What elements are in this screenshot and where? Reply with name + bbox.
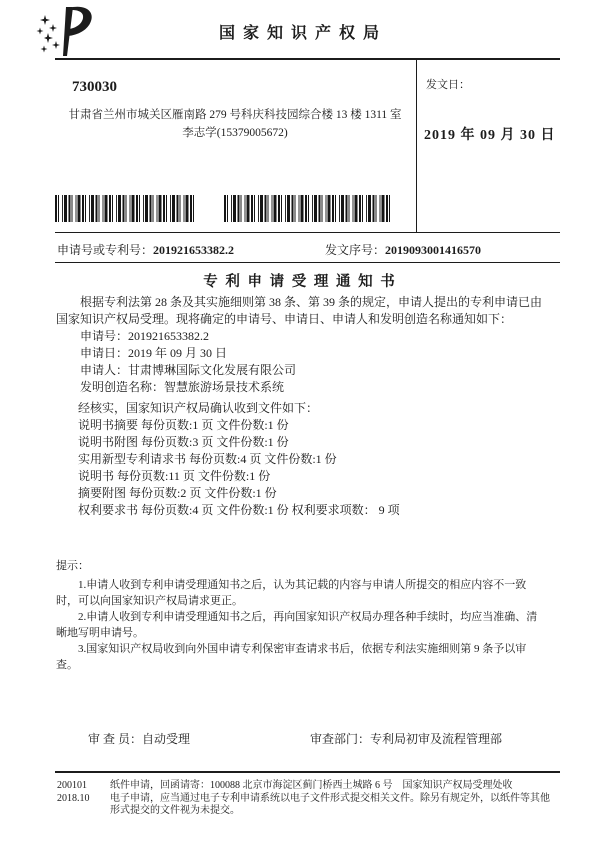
notes-label: 提示： [56, 560, 89, 572]
document-item: 说明书摘要 每份页数:1 页 文件份数:1 份 [78, 418, 289, 432]
org-name-heading: 国 家 知 识 产 权 局 [218, 25, 381, 42]
intro-paragraph: 根据专利法第 28 条及其实施细则第 38 条、第 39 条的规定，申请人提出的专利申请已由国家知识产权局受理。现将确定的申请号、申请日、申请人和发明创造名称通知如下： [56, 295, 543, 326]
review-department-label: 审查部门： [310, 732, 371, 746]
note-item: 3.国家知识产权局收到向外国申请专利保密审查请求书后，依据专利法实施细则第 9 条予以审查。 [56, 643, 527, 671]
footer-notes [57, 780, 554, 818]
footer-form-code: 2018.10 [57, 792, 90, 804]
application-number [57, 241, 234, 258]
footer-form-code: 200101 [57, 780, 87, 791]
notice-title: 专 利 申 请 受 理 通 知 书 [203, 274, 397, 290]
recipient-address-block [55, 106, 415, 142]
field-invention-title: 发明创造名称：智慧旅游场景技术系统 [80, 380, 285, 394]
notes-section [56, 558, 548, 673]
note-item: 1.申请人收到专利申请受理通知书之后，认为其记载的内容与申请人所提交的相应内容不一致时，可以向国家知识产权局请求更正。 [56, 579, 527, 607]
application-fields [80, 328, 296, 396]
documents-confirm-line: 经核实，国家知识产权局确认收到文件如下： [78, 401, 319, 415]
note-item: 2.申请人收到专利申请受理通知书之后，再向国家知识产权局办理各种手续时，均应当准确、清晰地写明申请号。 [56, 611, 538, 639]
recipient-contact: 李志学(15379005672) [182, 127, 288, 139]
examiner-label: 审 查 员： [88, 732, 143, 746]
recipient-postcode: 730030 [72, 79, 117, 95]
field-application-number: 申请号：201921653382.2 [80, 329, 210, 343]
dispatch-serial-value: 2019093001416570 [385, 243, 482, 257]
dispatch-box-divider [416, 58, 417, 233]
dispatch-date-label: 发文日： [426, 79, 470, 91]
footer-row-text: 电子申请，应当通过电子专利申请系统以电子文件形式提交相关文件。除另有规定外，以纸件等其他形式提交的文件视为未提交。 [110, 792, 550, 816]
review-department [310, 730, 502, 747]
document-item: 摘要附图 每份页数:2 页 文件份数:1 份 [78, 486, 277, 500]
dispatch-serial-label: 发文序号： [325, 243, 386, 257]
received-documents-list [78, 417, 400, 519]
footer-row [57, 780, 554, 793]
header-divider [55, 58, 560, 60]
field-applicant: 申请人：甘肃博琳国际文化发展有限公司 [80, 363, 297, 377]
footer-row [57, 793, 554, 818]
document-item: 权利要求书 每份页数:4 页 文件份数:1 份 权利要求项数： 9 项 [78, 503, 400, 517]
field-application-date: 申请日：2019 年 09 月 30 日 [80, 346, 228, 360]
barcode-right [224, 195, 392, 222]
document-item: 说明书 每份页数:11 页 文件份数:1 份 [78, 469, 271, 483]
application-number-label: 申请号或专利号： [57, 243, 154, 257]
review-department-value: 专利局初审及流程管理部 [370, 732, 503, 746]
ref-row-bottom-divider [55, 262, 560, 263]
dispatch-serial [325, 241, 481, 258]
footer-row-text: 纸件申请，回函请寄：100088 北京市海淀区蓟门桥西土城路 6 号 国家知识产权局受理处收 [110, 780, 513, 791]
footer-divider [55, 771, 560, 773]
dispatch-date-value: 2019 年 09 月 30 日 [424, 128, 556, 143]
examiner-value: 自动受理 [142, 732, 191, 746]
document-item: 实用新型专利请求书 每份页数:4 页 文件份数:1 份 [78, 452, 337, 466]
barcode-left [55, 195, 196, 222]
ref-row-top-divider [55, 232, 560, 233]
examiner [88, 730, 190, 747]
application-number-value: 201921653382.2 [153, 243, 235, 257]
document-item: 说明书附图 每份页数:3 页 文件份数:1 份 [78, 435, 289, 449]
recipient-address: 甘肃省兰州市城关区雁南路 279 号科庆科技园综合楼 13 楼 1311 室 [68, 109, 402, 121]
